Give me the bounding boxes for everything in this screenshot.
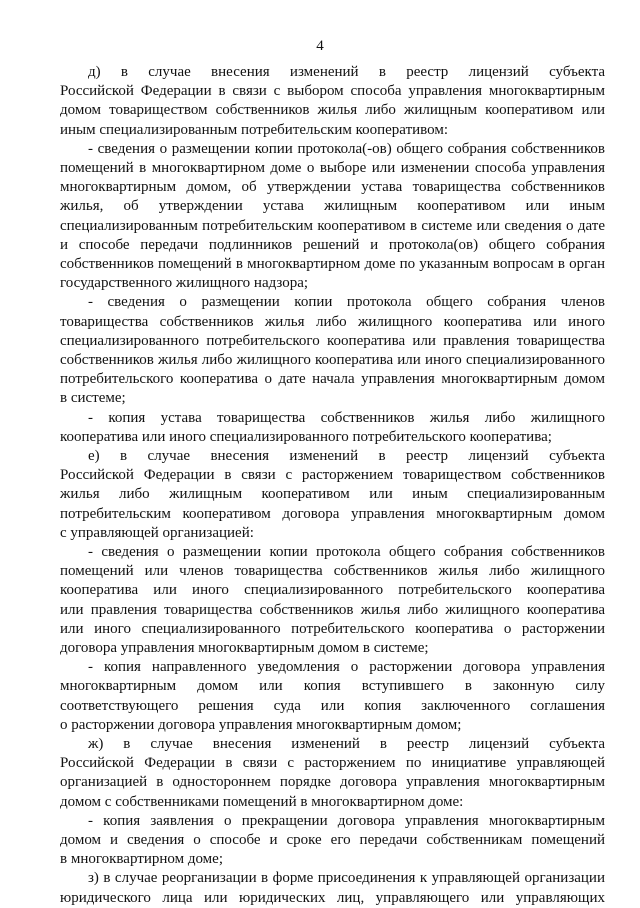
text-line: Российской Федерации в связи с расторжением по инициативе управляющей — [60, 755, 605, 772]
text-line: помещений в многоквартирном доме о выборе или изменении способа управления — [60, 160, 605, 176]
text-line: Российской Федерации в связи с расторжением товариществом собственников — [60, 467, 605, 484]
text-line: кооператива или иного специализированного потребительского кооператива; — [60, 428, 552, 445]
text-line: государственного жилищного надзора; — [60, 275, 309, 292]
text-line: организацией в одностороннем порядке договора управления многоквартирным — [60, 774, 605, 791]
text-line: в системе; — [60, 390, 126, 407]
text-line: Российской Федерации в связи с выбором способа управления многоквартирным — [60, 83, 605, 100]
text-line: домом товариществом собственников жилья либо жилищным кооперативом или — [60, 102, 605, 119]
text-line: кооператива или иного специализированного потребительского кооператива — [60, 582, 605, 599]
text-line: или правления товарищества собственников жилья либо жилищного кооператива — [60, 601, 605, 618]
text-line: - сведения о размещении копии протокола общего собрания собственников — [88, 544, 605, 560]
text-line: - сведения о размещении копии протокола(-ов) общего собрания собственников — [88, 140, 605, 157]
text-line: юридического лица или юридических лиц, управляющего или управляющих — [60, 889, 605, 906]
text-line: потребительского кооператива о дате начала управления многоквартирным домом — [60, 371, 605, 388]
text-line: ж) в случае внесения изменений в реестр лицензий субъекта — [88, 736, 605, 752]
text-line: многоквартирным домом, об утверждении устава товарищества собственников — [60, 179, 605, 196]
text-line: - копия заявления о прекращении договора управления многоквартирным — [88, 812, 605, 829]
text-line: собственников жилья либо жилищного кооператива или иного специализированного — [60, 352, 605, 368]
text-line: или иного специализированного потребительского кооператива о расторжении — [60, 620, 605, 637]
text-line: - копия устава товарищества собственников жилья либо жилищного — [88, 409, 605, 426]
text-line: е) в случае внесения изменений в реестр лицензий субъекта — [88, 448, 605, 464]
text-line: домом с собственниками помещений в многоквартирном доме: — [60, 793, 464, 810]
page-number: 4 — [316, 38, 324, 54]
text-line: з) в случае реорганизации в форме присоединения к управляющей организации — [88, 870, 605, 887]
text-line: в многоквартирном доме; — [60, 851, 223, 868]
text-line: д) в случае внесения изменений в реестр лицензий субъекта — [88, 64, 605, 80]
text-line: - сведения о размещении копии протокола общего собрания членов — [88, 294, 605, 311]
text-line: с управляющей организацией: — [60, 524, 254, 541]
text-line: жилья, об утверждении устава жилищным кооперативом или иным — [60, 198, 605, 215]
text-line: иным специализированным потребительским кооперативом: — [60, 121, 449, 138]
text-line: помещений или членов товарищества собственников жилья либо жилищного — [60, 563, 605, 580]
text-line: товарищества собственников жилья либо жилищного кооператива или иного — [60, 313, 605, 330]
text-line: потребительским кооперативом договора управления многоквартирным домом — [60, 505, 605, 522]
text-line: и способе передачи подлинников решений и протокола(ов) общего собрания — [60, 236, 605, 253]
text-line: о расторжении договора управления многоквартирным домом; — [60, 716, 462, 733]
text-line: специализированным потребительским кооперативом в системе или сведения о дате — [60, 217, 605, 234]
text-line: соответствующего решения суда или копия заключенного соглашения — [60, 697, 605, 714]
text-line: многоквартирным домом или копия вступившего в законную силу — [60, 678, 605, 695]
text-line: договора управления многоквартирным домом в системе; — [60, 640, 429, 656]
text-line: домом и сведения о способе и сроке его передачи собственникам помещений — [60, 832, 605, 848]
text-line: специализированного потребительского кооператива или правления товарищества — [60, 332, 605, 349]
text-line: жилья либо жилищным кооперативом или иным специализированным — [60, 486, 605, 503]
text-line: собственников помещений в многоквартирном доме по указанным вопросам в орган — [60, 256, 605, 272]
text-line: - копия направленного уведомления о расторжении договора управления — [88, 659, 605, 676]
